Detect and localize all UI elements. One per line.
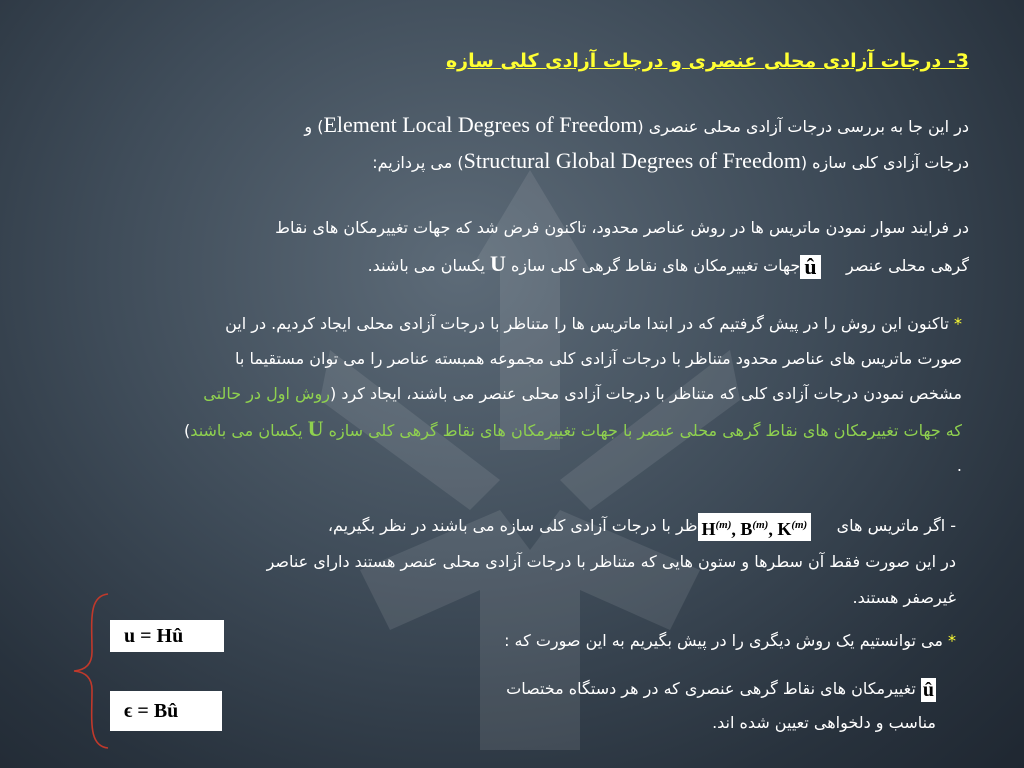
assembly-line-1: در فرایند سوار نمودن ماتریس ها در روش عناصر محدود، تاکنون فرض شد که جهات تغییرمکان های نقاط [275, 218, 969, 237]
matrix-line-2: در این صورت فقط آن سطرها و ستون هایی که متناظر با درجات آزادی محلی عنصر هستند دارای عناصر [266, 552, 956, 571]
element-local-dof-term: Element Local Degrees of Freedom [323, 112, 638, 137]
U-symbol-green: U [307, 416, 324, 441]
u-hat-symbol-2: û [922, 678, 934, 701]
intro-paragraph [49, 108, 969, 180]
structural-global-dof-term: Structural Global Degrees of Freedom [463, 148, 801, 173]
assembly-line-2: گرهی محلی عنصر ûجهات تغییرمکان های نقاط گرهی کلی سازه U یکسان می باشند. [367, 251, 969, 279]
intro-line-1: در این جا به بررسی درجات آزادی محلی عنصری (Element Local Degrees of Freedom) و [304, 112, 969, 137]
equation-epsilon-Bu: ϵ = Bû [110, 691, 222, 731]
U-symbol: U [490, 251, 506, 276]
matrix-paragraph [56, 508, 956, 616]
intro-line-2: درجات آزادی کلی سازه (Structural Global Degrees of Freedom) می پردازیم: [372, 148, 969, 173]
method-paragraph [42, 306, 962, 483]
method-line-2: صورت ماتریس های عناصر محدود متناظر با درجات آزادی کلی مجموعه همبسته عناصر را می توان مستقیما با [235, 349, 962, 368]
u-hat-symbol: û [800, 255, 820, 279]
slide-title: 3- درجات آزادی محلی عنصری و درجات آزادی کلی سازه [445, 50, 969, 72]
displacement-line-1: û تغییرمکان های نقاط گرهی عنصری که در هر دستگاه مختصات [506, 678, 934, 701]
method-line-1: * تاکنون این روش را در پیش گرفتیم که در ابتدا ماتریس ها را متناظر با درجات آزادی محلی ایجاد کردیم. در این [225, 314, 962, 333]
assembly-paragraph [49, 210, 969, 284]
matrix-line-3: غیرصفر هستند. [852, 588, 956, 607]
alt-method-paragraph: * می توانستیم یک روش دیگری را در پیش بگیریم به این صورت که : [504, 631, 956, 650]
displacement-paragraph [336, 672, 936, 740]
curly-brace [70, 592, 110, 750]
method-line-4: که جهات تغییرمکان های نقاط گرهی محلی عنصر با جهات تغییرمکان های نقاط گرهی کلی سازه U یکسان می باشند) [184, 416, 962, 441]
equation-u-Hu: u = Hû [110, 620, 224, 652]
matrix-line-1: - اگر ماتریس های $H^{(m)}$, $B^{(m)}$, $K^{(m)}ظر$ با درجات آزادی کلی سازه می باشند در نظر بگیریم، [56, 508, 956, 544]
displacement-line-2: مناسب و دلخواهی تعیین شده اند. [712, 713, 936, 732]
method-line-3: مشخص نمودن درجات آزادی کلی که متناظر با درجات آزادی محلی عنصر می باشند، ایجاد کرد (روش اول در حالتی [203, 384, 962, 403]
matrix-symbols: $H^{(m)}$, $B^{(m)}$, $K^{(m)}$ [698, 513, 812, 541]
method-line-5: . [956, 456, 962, 475]
